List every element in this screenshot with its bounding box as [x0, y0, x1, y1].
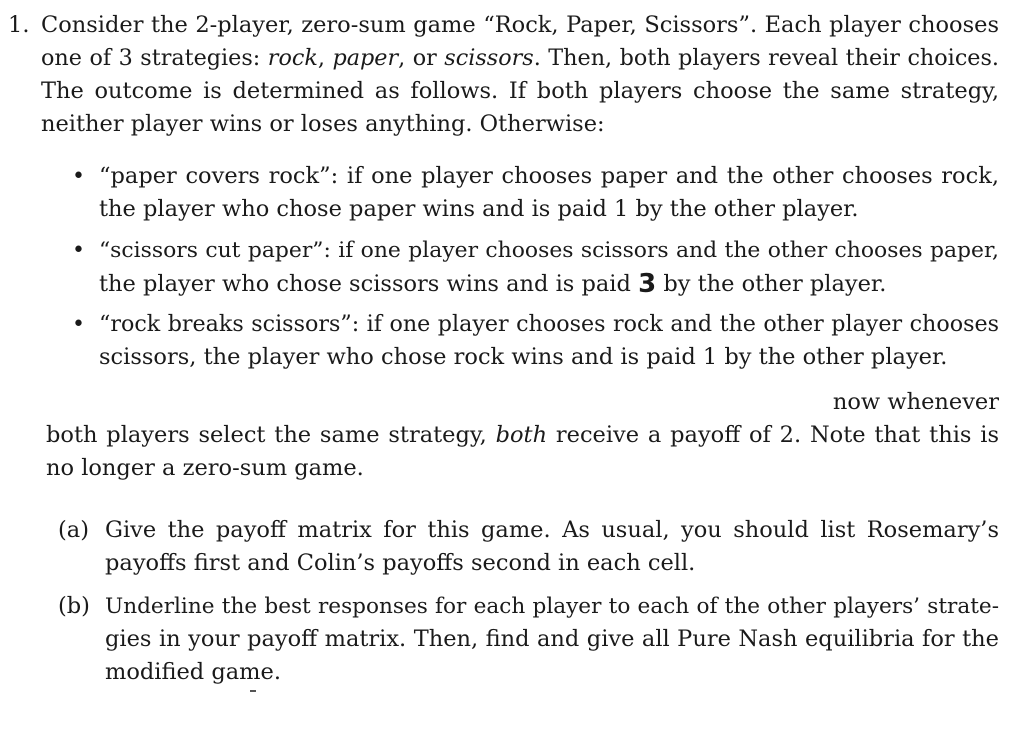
strategy-scissors: scissors — [444, 45, 534, 71]
rule-line: the player who chose paper wins and is paid 1 by the other player. — [99, 196, 859, 222]
modification-line-2-end: receive a payoff of 2. Note that this is — [555, 422, 999, 448]
modification-line-2 — [46, 419, 999, 452]
modification-line-1: now whenever — [832, 389, 999, 415]
stray-mark — [250, 690, 256, 692]
part-b-text — [105, 590, 999, 689]
rule-rock-breaks-scissors — [99, 308, 999, 374]
bullet-icon: • — [72, 238, 85, 263]
intro-line-2-end: . Then, both players reveal their choices. — [533, 45, 999, 71]
part-line: Underline the best responses for each player to each of the other players’ strate- — [105, 594, 999, 619]
part-line: modified game. — [105, 659, 281, 685]
part-line: Give the payoff matrix for this game. As usual, you should list Rosemary’s — [105, 517, 999, 543]
rule-line: “rock breaks scissors”: if one player chooses rock and the other player chooses — [99, 311, 999, 337]
emphasis-both: both — [495, 422, 548, 448]
comma: , — [317, 45, 325, 71]
part-b-label: (b) — [58, 593, 90, 619]
or-text: , or — [398, 45, 437, 71]
rule-line-end: by the other player. — [663, 271, 887, 297]
part-a-label: (a) — [58, 517, 89, 543]
rule-line: scissors, the player who chose rock wins and is paid 1 by the other player. — [99, 344, 948, 370]
rule-paper-covers-rock — [99, 160, 999, 226]
bullet-icon: • — [72, 312, 85, 337]
intro-line-1: Consider the 2-player, zero-sum game “Rock, Paper, Scissors”. Each player chooses — [41, 12, 999, 38]
modification-line-3: no longer a zero-sum game. — [46, 455, 364, 481]
intro-line-2-start: one of 3 strategies: — [41, 45, 261, 71]
rule-line: “scissors cut paper”: if one player chooses scissors and the other chooses paper, — [99, 238, 999, 263]
intro-line-4: neither player wins or loses anything. Otherwise: — [41, 111, 605, 137]
intro-line-2 — [41, 42, 999, 75]
handwritten-mark: 3 — [638, 269, 657, 299]
strategy-rock: rock — [267, 45, 318, 71]
problem-number: 1. — [8, 12, 30, 38]
rule-line — [99, 267, 999, 301]
rule-scissors-cut-paper — [99, 234, 999, 301]
intro-line-3: The outcome is determined as follows. If both players choose the same strategy, — [41, 78, 999, 104]
part-line: gies in your payoff matrix. Then, find and give all Pure Nash equilibria for the — [105, 626, 999, 652]
part-line: payoffs first and Colin’s payoffs second in each cell. — [105, 550, 696, 576]
rule-line: “paper covers rock”: if one player chooses paper and the other chooses rock, — [99, 163, 999, 189]
bullet-icon: • — [72, 164, 85, 189]
modification-line-2-start: both players select the same strategy, — [46, 422, 487, 448]
part-a-text — [105, 514, 999, 580]
problem-intro — [41, 9, 999, 141]
rule-line-start: the player who chose scissors wins and is paid — [99, 271, 631, 297]
modification-paragraph — [46, 386, 999, 485]
strategy-paper: paper — [332, 45, 399, 71]
